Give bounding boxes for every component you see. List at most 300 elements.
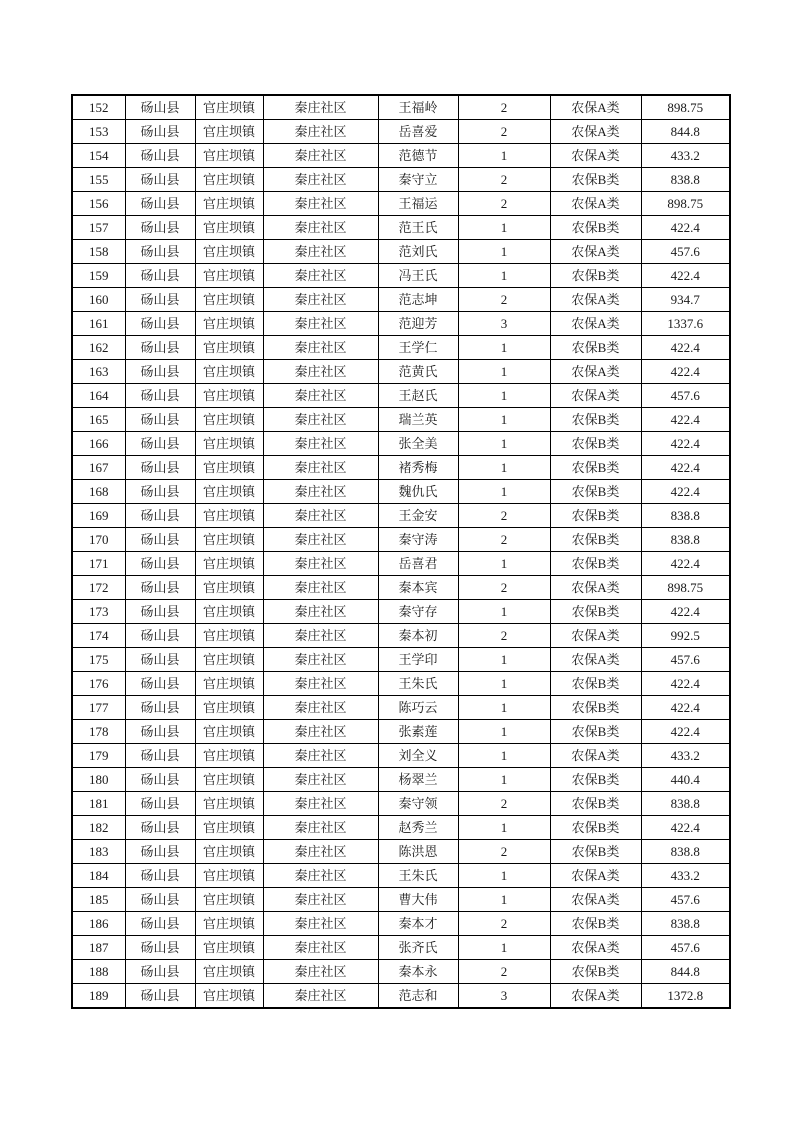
cell-insurance-category: 农保B类 <box>550 792 641 816</box>
table-row <box>72 288 730 312</box>
cell-row-number: 175 <box>72 648 125 672</box>
cell-amount: 422.4 <box>641 816 730 840</box>
cell-amount: 422.4 <box>641 696 730 720</box>
cell-row-number: 160 <box>72 288 125 312</box>
cell-town: 官庄坝镇 <box>195 696 263 720</box>
cell-name: 秦守立 <box>378 168 458 192</box>
cell-insurance-category: 农保B类 <box>550 336 641 360</box>
cell-name: 岳喜爱 <box>378 120 458 144</box>
cell-amount: 457.6 <box>641 888 730 912</box>
table-body <box>72 95 730 1008</box>
cell-person-count: 2 <box>458 288 550 312</box>
cell-town: 官庄坝镇 <box>195 912 263 936</box>
cell-amount: 422.4 <box>641 264 730 288</box>
cell-county: 砀山县 <box>125 432 195 456</box>
table-row <box>72 144 730 168</box>
cell-person-count: 1 <box>458 864 550 888</box>
cell-community: 秦庄社区 <box>263 432 378 456</box>
cell-county: 砀山县 <box>125 768 195 792</box>
cell-insurance-category: 农保A类 <box>550 744 641 768</box>
cell-county: 砀山县 <box>125 888 195 912</box>
table-row <box>72 888 730 912</box>
cell-name: 陈巧云 <box>378 696 458 720</box>
cell-row-number: 174 <box>72 624 125 648</box>
cell-row-number: 167 <box>72 456 125 480</box>
cell-row-number: 185 <box>72 888 125 912</box>
cell-amount: 838.8 <box>641 840 730 864</box>
cell-community: 秦庄社区 <box>263 960 378 984</box>
cell-community: 秦庄社区 <box>263 120 378 144</box>
cell-person-count: 1 <box>458 144 550 168</box>
cell-community: 秦庄社区 <box>263 912 378 936</box>
cell-community: 秦庄社区 <box>263 144 378 168</box>
cell-amount: 433.2 <box>641 744 730 768</box>
table-row <box>72 576 730 600</box>
table-row <box>72 216 730 240</box>
cell-row-number: 169 <box>72 504 125 528</box>
cell-amount: 898.75 <box>641 576 730 600</box>
cell-community: 秦庄社区 <box>263 696 378 720</box>
table-row <box>72 960 730 984</box>
cell-county: 砀山县 <box>125 384 195 408</box>
cell-row-number: 164 <box>72 384 125 408</box>
cell-person-count: 1 <box>458 264 550 288</box>
cell-person-count: 2 <box>458 120 550 144</box>
cell-row-number: 173 <box>72 600 125 624</box>
cell-insurance-category: 农保A类 <box>550 624 641 648</box>
cell-row-number: 186 <box>72 912 125 936</box>
cell-row-number: 178 <box>72 720 125 744</box>
cell-person-count: 1 <box>458 456 550 480</box>
table-row <box>72 648 730 672</box>
cell-amount: 422.4 <box>641 552 730 576</box>
cell-person-count: 1 <box>458 408 550 432</box>
table-row <box>72 264 730 288</box>
cell-amount: 898.75 <box>641 192 730 216</box>
cell-person-count: 2 <box>458 192 550 216</box>
table-row <box>72 360 730 384</box>
cell-person-count: 2 <box>458 168 550 192</box>
table-row <box>72 504 730 528</box>
cell-community: 秦庄社区 <box>263 360 378 384</box>
cell-county: 砀山县 <box>125 864 195 888</box>
cell-name: 王福岭 <box>378 95 458 120</box>
cell-town: 官庄坝镇 <box>195 816 263 840</box>
cell-amount: 457.6 <box>641 936 730 960</box>
cell-town: 官庄坝镇 <box>195 984 263 1009</box>
cell-town: 官庄坝镇 <box>195 240 263 264</box>
cell-community: 秦庄社区 <box>263 95 378 120</box>
cell-town: 官庄坝镇 <box>195 192 263 216</box>
cell-row-number: 159 <box>72 264 125 288</box>
cell-county: 砀山县 <box>125 936 195 960</box>
cell-insurance-category: 农保A类 <box>550 384 641 408</box>
cell-name: 魏仇氏 <box>378 480 458 504</box>
cell-person-count: 1 <box>458 552 550 576</box>
cell-person-count: 2 <box>458 528 550 552</box>
cell-row-number: 161 <box>72 312 125 336</box>
cell-amount: 844.8 <box>641 960 730 984</box>
cell-amount: 934.7 <box>641 288 730 312</box>
cell-insurance-category: 农保B类 <box>550 456 641 480</box>
cell-town: 官庄坝镇 <box>195 288 263 312</box>
cell-name: 秦本初 <box>378 624 458 648</box>
cell-county: 砀山县 <box>125 696 195 720</box>
cell-insurance-category: 农保B类 <box>550 432 641 456</box>
cell-county: 砀山县 <box>125 312 195 336</box>
cell-name: 秦本永 <box>378 960 458 984</box>
table-row <box>72 95 730 120</box>
table-row <box>72 312 730 336</box>
cell-community: 秦庄社区 <box>263 648 378 672</box>
pension-roster-table <box>71 94 731 1009</box>
cell-community: 秦庄社区 <box>263 480 378 504</box>
cell-town: 官庄坝镇 <box>195 624 263 648</box>
cell-person-count: 1 <box>458 216 550 240</box>
cell-person-count: 1 <box>458 240 550 264</box>
cell-county: 砀山县 <box>125 95 195 120</box>
cell-row-number: 162 <box>72 336 125 360</box>
cell-county: 砀山县 <box>125 264 195 288</box>
cell-community: 秦庄社区 <box>263 888 378 912</box>
cell-town: 官庄坝镇 <box>195 720 263 744</box>
cell-person-count: 1 <box>458 696 550 720</box>
cell-row-number: 152 <box>72 95 125 120</box>
cell-person-count: 3 <box>458 984 550 1009</box>
table-row <box>72 480 730 504</box>
cell-town: 官庄坝镇 <box>195 264 263 288</box>
table-row <box>72 432 730 456</box>
cell-county: 砀山县 <box>125 648 195 672</box>
cell-town: 官庄坝镇 <box>195 408 263 432</box>
cell-amount: 422.4 <box>641 408 730 432</box>
cell-insurance-category: 农保B类 <box>550 912 641 936</box>
cell-community: 秦庄社区 <box>263 336 378 360</box>
cell-insurance-category: 农保A类 <box>550 576 641 600</box>
cell-row-number: 181 <box>72 792 125 816</box>
cell-row-number: 184 <box>72 864 125 888</box>
cell-town: 官庄坝镇 <box>195 936 263 960</box>
cell-insurance-category: 农保B类 <box>550 600 641 624</box>
table-row <box>72 744 730 768</box>
cell-town: 官庄坝镇 <box>195 95 263 120</box>
cell-community: 秦庄社区 <box>263 672 378 696</box>
table-row <box>72 456 730 480</box>
cell-town: 官庄坝镇 <box>195 336 263 360</box>
cell-person-count: 1 <box>458 888 550 912</box>
cell-community: 秦庄社区 <box>263 552 378 576</box>
table-row <box>72 192 730 216</box>
cell-row-number: 157 <box>72 216 125 240</box>
cell-amount: 457.6 <box>641 240 730 264</box>
cell-county: 砀山县 <box>125 240 195 264</box>
cell-insurance-category: 农保A类 <box>550 360 641 384</box>
cell-insurance-category: 农保B类 <box>550 816 641 840</box>
cell-name: 秦本宾 <box>378 576 458 600</box>
cell-name: 王赵氏 <box>378 384 458 408</box>
cell-person-count: 1 <box>458 648 550 672</box>
cell-community: 秦庄社区 <box>263 576 378 600</box>
cell-amount: 433.2 <box>641 144 730 168</box>
cell-person-count: 1 <box>458 936 550 960</box>
cell-row-number: 170 <box>72 528 125 552</box>
table-row <box>72 864 730 888</box>
cell-insurance-category: 农保B类 <box>550 168 641 192</box>
table-row <box>72 936 730 960</box>
table-row <box>72 168 730 192</box>
cell-town: 官庄坝镇 <box>195 456 263 480</box>
cell-person-count: 3 <box>458 312 550 336</box>
cell-amount: 422.4 <box>641 672 730 696</box>
cell-person-count: 2 <box>458 504 550 528</box>
cell-county: 砀山县 <box>125 672 195 696</box>
table-row <box>72 624 730 648</box>
cell-name: 王学印 <box>378 648 458 672</box>
cell-amount: 838.8 <box>641 792 730 816</box>
cell-person-count: 2 <box>458 576 550 600</box>
cell-name: 王朱氏 <box>378 672 458 696</box>
cell-community: 秦庄社区 <box>263 192 378 216</box>
cell-person-count: 2 <box>458 95 550 120</box>
cell-amount: 440.4 <box>641 768 730 792</box>
cell-name: 范志和 <box>378 984 458 1009</box>
cell-county: 砀山县 <box>125 984 195 1009</box>
cell-person-count: 2 <box>458 792 550 816</box>
cell-name: 王朱氏 <box>378 864 458 888</box>
cell-county: 砀山县 <box>125 792 195 816</box>
cell-county: 砀山县 <box>125 744 195 768</box>
cell-name: 秦守涛 <box>378 528 458 552</box>
cell-person-count: 1 <box>458 600 550 624</box>
cell-county: 砀山县 <box>125 456 195 480</box>
table-row <box>72 408 730 432</box>
cell-person-count: 1 <box>458 672 550 696</box>
cell-county: 砀山县 <box>125 624 195 648</box>
cell-name: 范王氏 <box>378 216 458 240</box>
cell-person-count: 1 <box>458 384 550 408</box>
cell-person-count: 1 <box>458 744 550 768</box>
cell-town: 官庄坝镇 <box>195 768 263 792</box>
cell-insurance-category: 农保A类 <box>550 984 641 1009</box>
cell-amount: 433.2 <box>641 864 730 888</box>
cell-county: 砀山县 <box>125 528 195 552</box>
cell-insurance-category: 农保B类 <box>550 480 641 504</box>
cell-insurance-category: 农保A类 <box>550 648 641 672</box>
cell-row-number: 188 <box>72 960 125 984</box>
cell-town: 官庄坝镇 <box>195 744 263 768</box>
cell-row-number: 187 <box>72 936 125 960</box>
table-row <box>72 840 730 864</box>
cell-insurance-category: 农保B类 <box>550 264 641 288</box>
cell-name: 岳喜君 <box>378 552 458 576</box>
cell-row-number: 172 <box>72 576 125 600</box>
cell-town: 官庄坝镇 <box>195 864 263 888</box>
cell-insurance-category: 农保B类 <box>550 720 641 744</box>
cell-person-count: 1 <box>458 360 550 384</box>
cell-community: 秦庄社区 <box>263 240 378 264</box>
cell-row-number: 171 <box>72 552 125 576</box>
cell-name: 范迎芳 <box>378 312 458 336</box>
cell-amount: 422.4 <box>641 720 730 744</box>
cell-town: 官庄坝镇 <box>195 504 263 528</box>
table-row <box>72 672 730 696</box>
cell-name: 秦守领 <box>378 792 458 816</box>
cell-town: 官庄坝镇 <box>195 576 263 600</box>
cell-insurance-category: 农保B类 <box>550 960 641 984</box>
cell-insurance-category: 农保B类 <box>550 672 641 696</box>
cell-row-number: 166 <box>72 432 125 456</box>
cell-town: 官庄坝镇 <box>195 960 263 984</box>
cell-insurance-category: 农保A类 <box>550 288 641 312</box>
cell-amount: 422.4 <box>641 432 730 456</box>
cell-insurance-category: 农保A类 <box>550 888 641 912</box>
cell-name: 秦守存 <box>378 600 458 624</box>
cell-person-count: 1 <box>458 432 550 456</box>
cell-amount: 1372.8 <box>641 984 730 1009</box>
cell-person-count: 1 <box>458 336 550 360</box>
cell-community: 秦庄社区 <box>263 744 378 768</box>
cell-county: 砀山县 <box>125 600 195 624</box>
cell-amount: 1337.6 <box>641 312 730 336</box>
table-row <box>72 552 730 576</box>
cell-row-number: 176 <box>72 672 125 696</box>
cell-town: 官庄坝镇 <box>195 216 263 240</box>
cell-amount: 838.8 <box>641 912 730 936</box>
cell-name: 张全美 <box>378 432 458 456</box>
cell-name: 陈洪恩 <box>378 840 458 864</box>
cell-amount: 422.4 <box>641 360 730 384</box>
cell-community: 秦庄社区 <box>263 936 378 960</box>
cell-community: 秦庄社区 <box>263 720 378 744</box>
cell-name: 赵秀兰 <box>378 816 458 840</box>
cell-insurance-category: 农保B类 <box>550 840 641 864</box>
cell-community: 秦庄社区 <box>263 792 378 816</box>
cell-county: 砀山县 <box>125 288 195 312</box>
cell-town: 官庄坝镇 <box>195 600 263 624</box>
cell-amount: 844.8 <box>641 120 730 144</box>
cell-person-count: 1 <box>458 768 550 792</box>
cell-name: 张素莲 <box>378 720 458 744</box>
table-row <box>72 336 730 360</box>
cell-insurance-category: 农保A类 <box>550 312 641 336</box>
cell-county: 砀山县 <box>125 144 195 168</box>
cell-county: 砀山县 <box>125 408 195 432</box>
cell-town: 官庄坝镇 <box>195 312 263 336</box>
cell-community: 秦庄社区 <box>263 624 378 648</box>
cell-community: 秦庄社区 <box>263 216 378 240</box>
table-row <box>72 600 730 624</box>
cell-town: 官庄坝镇 <box>195 120 263 144</box>
cell-name: 王学仁 <box>378 336 458 360</box>
cell-community: 秦庄社区 <box>263 504 378 528</box>
cell-row-number: 163 <box>72 360 125 384</box>
cell-town: 官庄坝镇 <box>195 552 263 576</box>
cell-amount: 422.4 <box>641 600 730 624</box>
cell-insurance-category: 农保B类 <box>550 768 641 792</box>
cell-county: 砀山县 <box>125 840 195 864</box>
cell-amount: 457.6 <box>641 648 730 672</box>
cell-town: 官庄坝镇 <box>195 480 263 504</box>
cell-town: 官庄坝镇 <box>195 528 263 552</box>
cell-amount: 422.4 <box>641 456 730 480</box>
cell-community: 秦庄社区 <box>263 528 378 552</box>
cell-community: 秦庄社区 <box>263 768 378 792</box>
cell-county: 砀山县 <box>125 192 195 216</box>
cell-person-count: 2 <box>458 840 550 864</box>
table-row <box>72 816 730 840</box>
cell-town: 官庄坝镇 <box>195 360 263 384</box>
cell-name: 秦本才 <box>378 912 458 936</box>
cell-name: 刘全义 <box>378 744 458 768</box>
cell-name: 冯王氏 <box>378 264 458 288</box>
cell-row-number: 153 <box>72 120 125 144</box>
cell-town: 官庄坝镇 <box>195 168 263 192</box>
cell-row-number: 156 <box>72 192 125 216</box>
cell-amount: 992.5 <box>641 624 730 648</box>
cell-amount: 422.4 <box>641 480 730 504</box>
cell-amount: 838.8 <box>641 504 730 528</box>
cell-insurance-category: 农保A类 <box>550 192 641 216</box>
cell-community: 秦庄社区 <box>263 864 378 888</box>
cell-person-count: 2 <box>458 960 550 984</box>
cell-name: 张齐氏 <box>378 936 458 960</box>
cell-county: 砀山县 <box>125 960 195 984</box>
cell-county: 砀山县 <box>125 168 195 192</box>
cell-community: 秦庄社区 <box>263 264 378 288</box>
cell-town: 官庄坝镇 <box>195 432 263 456</box>
cell-amount: 422.4 <box>641 336 730 360</box>
table-row <box>72 240 730 264</box>
table-row <box>72 384 730 408</box>
cell-row-number: 158 <box>72 240 125 264</box>
cell-insurance-category: 农保A类 <box>550 120 641 144</box>
cell-county: 砀山县 <box>125 912 195 936</box>
cell-row-number: 155 <box>72 168 125 192</box>
cell-name: 范德节 <box>378 144 458 168</box>
cell-community: 秦庄社区 <box>263 288 378 312</box>
table-row <box>72 720 730 744</box>
cell-row-number: 177 <box>72 696 125 720</box>
cell-name: 范刘氏 <box>378 240 458 264</box>
cell-community: 秦庄社区 <box>263 408 378 432</box>
cell-town: 官庄坝镇 <box>195 648 263 672</box>
cell-community: 秦庄社区 <box>263 312 378 336</box>
cell-county: 砀山县 <box>125 552 195 576</box>
cell-insurance-category: 农保B类 <box>550 552 641 576</box>
cell-amount: 422.4 <box>641 216 730 240</box>
cell-row-number: 168 <box>72 480 125 504</box>
cell-county: 砀山县 <box>125 120 195 144</box>
table-row <box>72 912 730 936</box>
cell-county: 砀山县 <box>125 336 195 360</box>
cell-town: 官庄坝镇 <box>195 840 263 864</box>
cell-community: 秦庄社区 <box>263 984 378 1009</box>
cell-person-count: 1 <box>458 816 550 840</box>
cell-person-count: 1 <box>458 480 550 504</box>
cell-community: 秦庄社区 <box>263 456 378 480</box>
cell-insurance-category: 农保B类 <box>550 504 641 528</box>
cell-name: 范黄氏 <box>378 360 458 384</box>
cell-town: 官庄坝镇 <box>195 144 263 168</box>
cell-community: 秦庄社区 <box>263 840 378 864</box>
cell-name: 杨翠兰 <box>378 768 458 792</box>
cell-community: 秦庄社区 <box>263 600 378 624</box>
cell-person-count: 2 <box>458 912 550 936</box>
table-row <box>72 768 730 792</box>
table-row <box>72 528 730 552</box>
cell-name: 褚秀梅 <box>378 456 458 480</box>
cell-person-count: 1 <box>458 720 550 744</box>
